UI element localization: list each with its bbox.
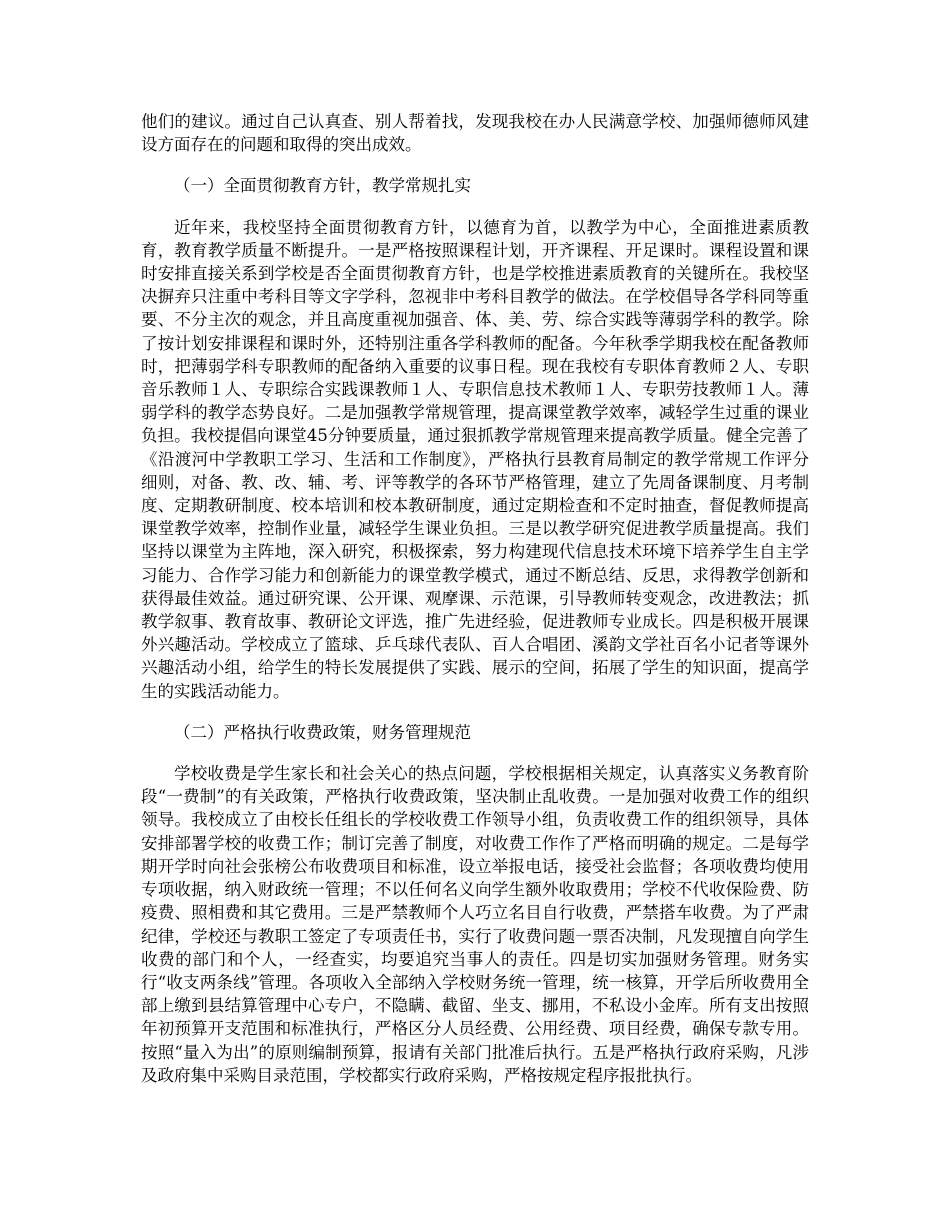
section-1-body: 近年来，我校坚持全面贯彻教育方针，以德育为首，以教学为中心，全面推进素质教育，教育教学质量不断提升。一是严格按照课程计划，开齐课程、开足课时。课程设置和课时安排直接关系到学校是否全面贯彻教育方针，也是学校推进素质教育的关键所在。我校坚决摒弃只注重中考科目等文字学科，忽视非中考科目教学的做法。在学校倡导各学科同等重要、不分主次的观念，并且高度重视加强音、体、美、劳、综合实践等薄弱学科的教学。除了按计划安排课程和课时外，还特别注重各学科教师的配备。今年秋季学期我校在配备教师时，把薄弱学科专职教师的配备纳入重要的议事日程。现在我校有专职体育教师２人、专职音乐教师１人、专职综合实践课教师１人、专职信息技术教师１人、专职劳技教师１人。薄弱学科的教学态势良好。二是加强教学常规管理，提高课堂教学效率，减轻学生过重的课业负担。我校提倡向课堂45分钟要质量，通过狠抓教学常规管理来提高教学质量。健全完善了《沿渡河中学教职工学习、生活和工作制度》，严格执行县教育局制定的教学常规工作评分细则，对备、教、改、辅、考、评等教学的各环节严格管理，建立了先周备课制度、月考制度、定期教研制度、校本培训和校本教研制度，通过定期检查和不定时抽查，督促教师提高课堂教学效率，控制作业量，减轻学生课业负担。三是以教学研究促进教学质量提高。我们坚持以课堂为主阵地，深入研究，积极探索，努力构建现代信息技术环境下培养学生自主学习能力、合作学习能力和创新能力的课堂教学模式，通过不断总结、反思，求得教学创新和获得最佳效益。通过研究课、公开课、观摩课、示范课，引导教师转变观念，改进教法；抓教学叙事、教育故事、教研论文评选，推广先进经验，促进教师专业成长。四是积极开展课外兴趣活动。学校成立了篮球、乒乓球代表队、百人合唱团、溪韵文学社百名小记者等课外兴趣活动小组，给学生的特长发展提供了实践、展示的空间，拓展了学生的知识面，提高学生的实践活动能力。 (141, 217, 809, 701)
document-page (141, 110, 809, 1087)
section-2-heading: （二）严格执行收费政策，财务管理规范 (174, 722, 471, 742)
section-1-heading: （一）全面贯彻教育方针，教学常规扎实 (174, 176, 471, 196)
section-2-body: 学校收费是学生家长和社会关心的热点问题，学校根据相关规定，认真落实义务教育阶段“一费制”的有关政策，严格执行收费政策，坚决制止乱收费。一是加强对收费工作的组织领导。我校成立了由校长任组长的学校收费工作领导小组，负责收费工作的组织领导，具体安排部署学校的收费工作；制订完善了制度，对收费工作作了严格而明确的规定。二是每学期开学时向社会张榜公布收费项目和标准，设立举报电话，接受社会监督；各项收费均使用专项收据，纳入财政统一管理；不以任何名义向学生额外收取费用；学校不代收保险费、防疫费、照相费和其它费用。三是严禁教师个人巧立名目自行收费，严禁搭车收费。为了严肃纪律，学校还与教职工签定了专项责任书，实行了收费问题一票否决制，凡发现擅自向学生收费的部门和个人，一经查实，均要追究当事人的责任。四是切实加强财务管理。财务实行“收支两条线”管理。各项收入全部纳入学校财务统一管理，统一核算，开学后所收费用全部上缴到县结算管理中心专户，不隐瞒、截留、坐支、挪用，不私设小金库。所有支出按照年初预算开支范围和标准执行，严格区分人员经费、公用经费、项目经费，确保专款专用。按照“量入为出”的原则编制预算，报请有关部门批准后执行。五是严格执行政府采购，凡涉及政府集中采购目录范围，学校都实行政府采购，严格按规定程序报批执行。 (141, 764, 809, 1085)
intro-paragraph: 他们的建议。通过自己认真查、别人帮着找，发现我校在办人民满意学校、加强师德师风建设方面存在的问题和取得的突出成效。 (141, 112, 809, 155)
